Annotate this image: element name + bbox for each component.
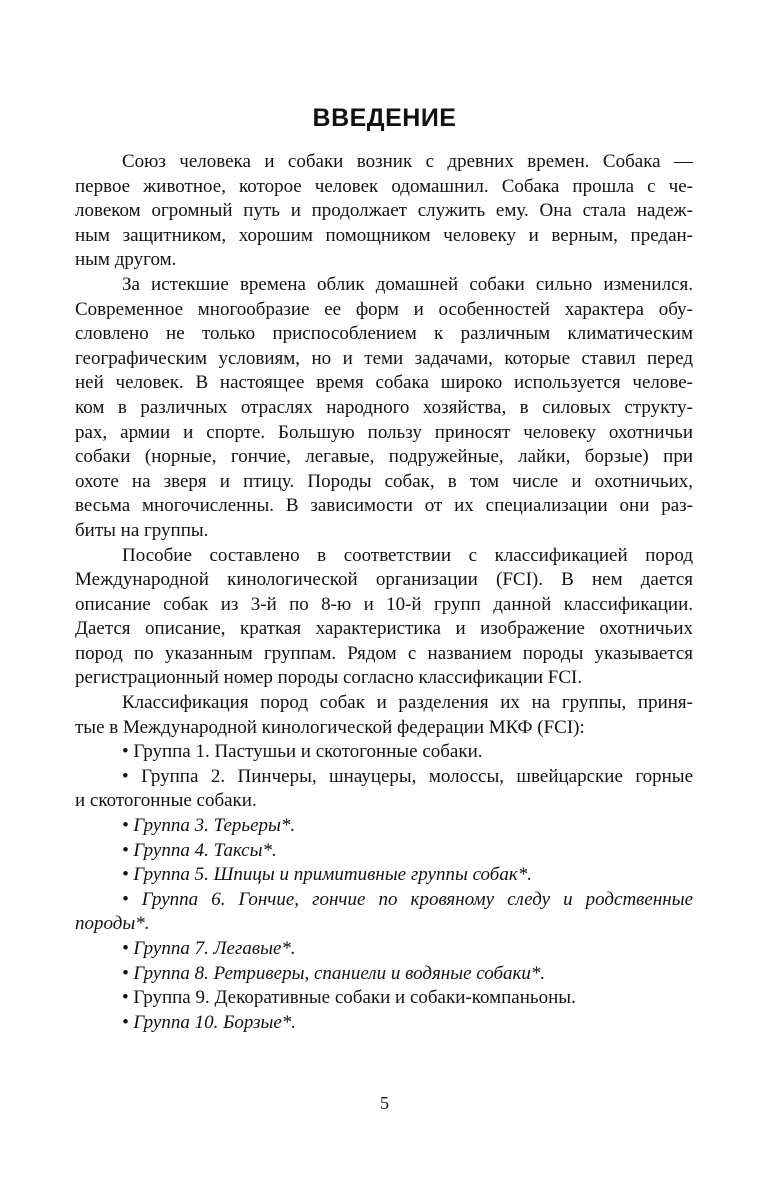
text-line: ком в различных отраслях народного хозяйства, в силовых структу- (75, 396, 693, 418)
text-line: тые в Международной кинологической федерации МКФ (FCI): (75, 716, 585, 738)
text-line: ней человек. В настоящее время собака широко используется челове- (75, 372, 693, 394)
text-line: ловеком огромный путь и продолжает служить ему. Она стала надеж- (75, 200, 693, 222)
text-line: Дается описание, краткая характеристика и изображение охотничьих (75, 618, 693, 640)
text-line: регистрационный номер породы согласно классификации FCI. (75, 667, 583, 689)
page-number: 5 (380, 1093, 389, 1113)
text-line: описание собак из 3-й по 8-ю и 10-й групп данной классификации. (75, 593, 693, 615)
text-line: ным другом. (75, 249, 177, 271)
list-item-group-3: • Группа 3. Терьеры*. (122, 815, 296, 837)
body-text (75, 150, 693, 1035)
text-line: пород по указанным группам. Рядом с названием породы указывается (75, 642, 693, 664)
text-line: первое животное, которое человек одомашнил. Собака прошла с че- (75, 175, 693, 197)
list-item-group-10: • Группа 10. Борзые*. (122, 1011, 297, 1033)
list-item-group-4: • Группа 4. Таксы*. (122, 839, 277, 861)
text-line: географическим условиям, но и теми задачами, которые ставил перед (75, 347, 693, 369)
text-line: весьма многочисленны. В зависимости от их специализации они раз- (75, 495, 693, 517)
text-line: Классификация пород собак и разделения их на группы, приня- (122, 692, 693, 714)
text-line: словлено не только приспособлением к различным климатическим (75, 323, 693, 345)
text-line: Современное многообразие ее форм и особенностей характера обу- (75, 298, 693, 320)
list-item-group-2: • Группа 2. Пинчеры, шнауцеры, молоссы, швейцарские горные (122, 765, 693, 787)
text-line: рах, армии и спорте. Большую пользу приносят человеку охотничьи (75, 421, 693, 443)
text-line: За истекшие времена облик домашней собаки сильно изменился. (122, 273, 693, 295)
text-line: собаки (норные, гончие, легавые, подружейные, лайки, борзые) при (75, 446, 693, 468)
list-item-group-6: • Группа 6. Гончие, гончие по кровяному следу и родственные (122, 888, 693, 910)
list-item-group-2-cont: и скотогонные собаки. (75, 790, 257, 812)
text-line: ным защитником, хорошим помощником человеку и верным, предан- (75, 224, 693, 246)
list-item-group-8: • Группа 8. Ретриверы, спаниели и водяные собаки*. (122, 962, 546, 984)
text-line: Союз человека и собаки возник с древних времен. Собака — (122, 151, 693, 172)
text-line: Пособие составлено в соответствии с классификацией пород (122, 544, 693, 566)
list-item-group-9: • Группа 9. Декоративные собаки и собаки-компаньоны. (122, 987, 576, 1009)
text-line: биты на группы. (75, 519, 209, 541)
list-item-group-7: • Группа 7. Легавые*. (122, 938, 296, 959)
list-item-group-6-cont: породы*. (75, 913, 150, 935)
text-line: Международной кинологической организации (FCI). В нем дается (75, 569, 693, 591)
text-line: охоте на зверя и птицу. Породы собак, в том числе и охотничьих, (75, 470, 693, 492)
page-title: ВВЕДЕНИЕ (312, 104, 457, 132)
list-item-group-5: • Группа 5. Шпицы и примитивные группы собак*. (122, 864, 532, 886)
list-item-group-1: • Группа 1. Пастушьи и скотогонные собаки. (122, 741, 483, 763)
